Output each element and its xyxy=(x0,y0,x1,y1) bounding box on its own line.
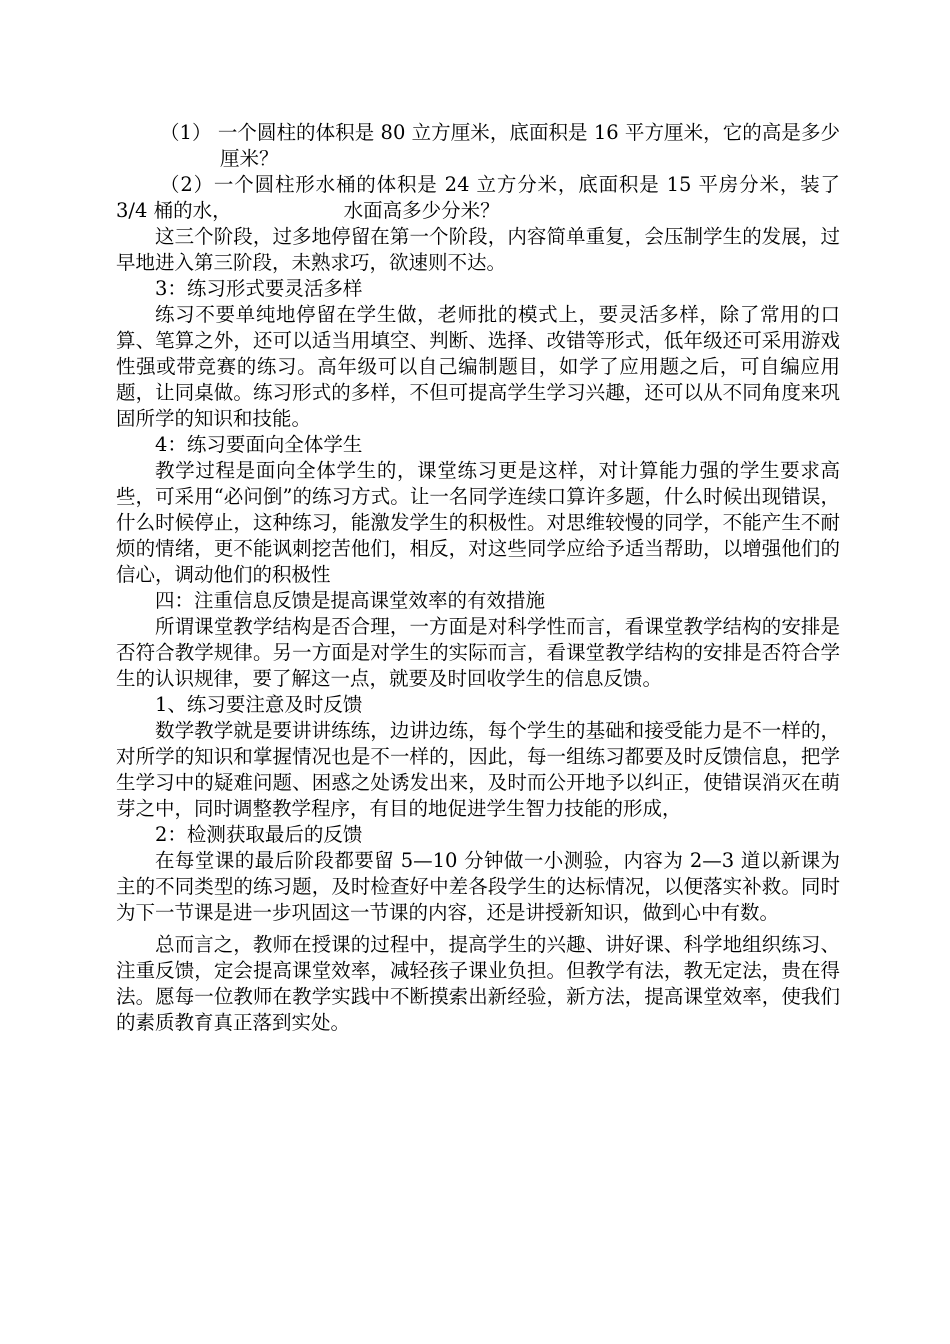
question-1: （1） 一个圆柱的体积是 80 立方厘米，底面积是 16 平方厘米，它的高是多少厘米？ xyxy=(160,121,840,170)
document-page xyxy=(116,120,840,1036)
paragraph-stages: 这三个阶段，过多地停留在第一个阶段，内容简单重复，会压制学生的发展，过早地进入第三阶段，未熟求巧，欲速则不达。 xyxy=(116,225,840,274)
heading-section-4: 四：注重信息反馈是提高课堂效率的有效措施 xyxy=(155,589,546,612)
heading-feedback-2: 2：检测获取最后的反馈 xyxy=(155,823,363,846)
paragraph-structure: 所谓课堂教学结构是否合理，一方面是对科学性而言，看课堂教学结构的安排是否符合教学规律。另一方面是对学生的实际而言，看课堂教学结构的安排是否符合学生的认识规律，要了解这一点，就要及时回收学生的信息反馈。 xyxy=(116,615,840,690)
question-2-part-a: （2）一个圆柱形水桶的体积是 24 立方分米，底面积是 15 平房分米，装了 3/4 桶的水， xyxy=(116,173,840,222)
paragraph-all-students: 教学过程是面向全体学生的，课堂练习更是这样，对计算能力强的学生要求高些，可采用“必问倒”的练习方式。让一名同学连续口算许多题，什么时候出现错误，什么时候停止，这种练习，能激发学生的积极性。对思维较慢的同学，不能产生不耐烦的情绪，更不能讽刺挖苦他们，相反，对这些同学应给予适当帮助，以增强他们的信心，调动他们的积极性 xyxy=(116,459,840,586)
paragraph-test: 在每堂课的最后阶段都要留 5—10 分钟做一小测验，内容为 2—3 道以新课为主的不同类型的练习题，及时检查好中差各段学生的达标情况，以便落实补救。同时为下一节课是进一步巩固这一节课的内容，还是讲授新知识，做到心中有数。 xyxy=(116,849,840,924)
question-2-part-b: 水面高多少分米？ xyxy=(343,199,500,222)
paragraph-forms: 练习不要单纯地停留在学生做，老师批的模式上，要灵活多样，除了常用的口算、笔算之外，还可以适当用填空、判断、选择、改错等形式，低年级还可采用游戏性强或带竞赛的练习。高年级可以自己编制题目，如学了应用题之后，可自编应用题，让同桌做。练习形式的多样，不但可提高学生学习兴趣，还可以从不同角度来巩固所学的知识和技能。 xyxy=(116,303,840,430)
heading-feedback-1: 1、练习要注意及时反馈 xyxy=(155,693,363,716)
paragraph-feedback: 数学教学就是要讲讲练练，边讲边练，每个学生的基础和接受能力是不一样的，对所学的知识和掌握情况也是不一样的，因此，每一组练习都要及时反馈信息，把学生学习中的疑难问题、困惑之处诱发出来，及时而公开地予以纠正，使错误消灭在萌芽之中，同时调整教学程序，有目的地促进学生智力技能的形成， xyxy=(116,719,840,820)
paragraph-conclusion: 总而言之，教师在授课的过程中，提高学生的兴趣、讲好课、科学地组织练习、注重反馈，定会提高课堂效率，减轻孩子课业负担。但教学有法，教无定法，贵在得法。愿每一位教师在教学实践中不断摸索出新经验，新方法，提高课堂效率，使我们的素质教育真正落到实处。 xyxy=(116,933,840,1034)
question-2 xyxy=(116,172,840,224)
heading-4: 4：练习要面向全体学生 xyxy=(155,433,363,456)
heading-3: 3：练习形式要灵活多样 xyxy=(155,277,363,300)
